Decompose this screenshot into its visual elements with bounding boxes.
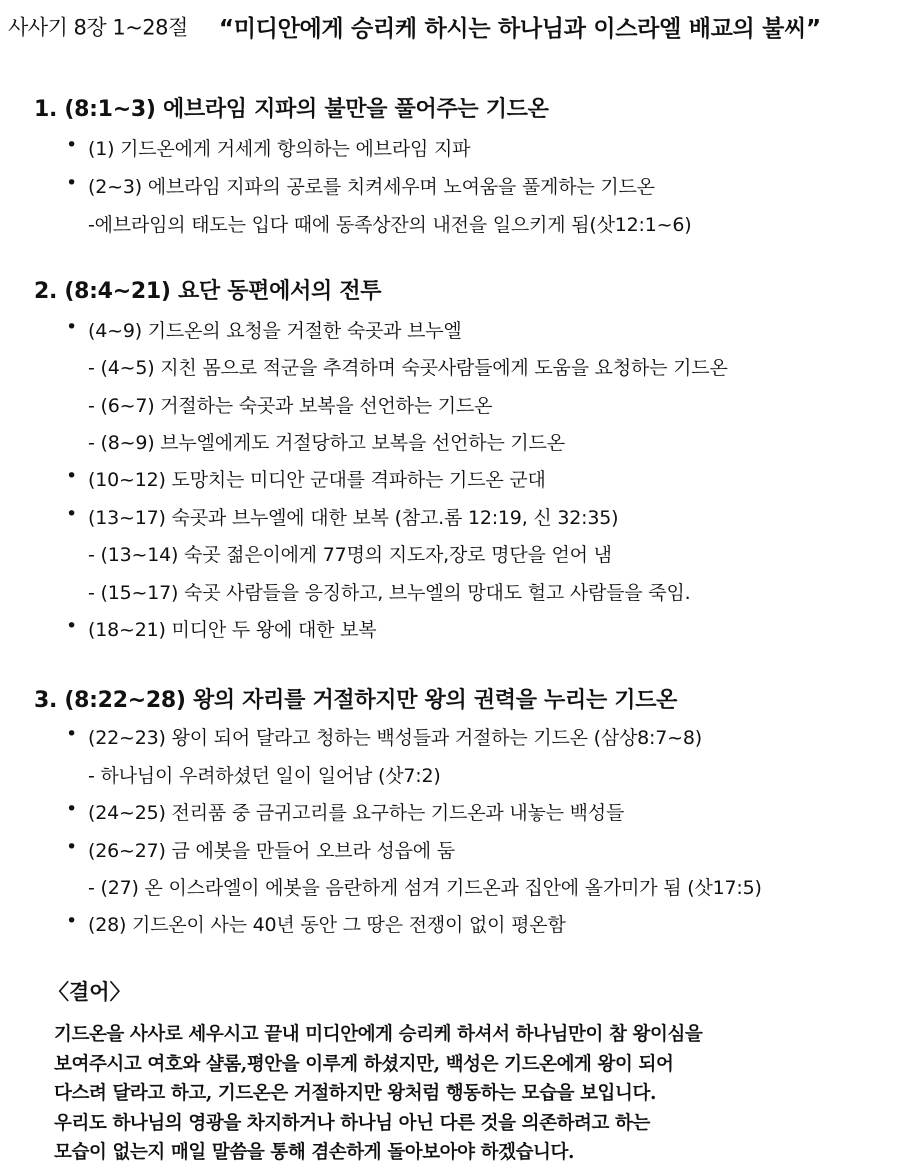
conclusion-line: 우리도 하나님의 영광을 차지하거나 하나님 아닌 다른 것을 의존하려고 하는	[54, 1112, 650, 1134]
outline-subitem: - (27) 온 이스라엘이 에봇을 음란하게 섬겨 기드온과 집안에 올가미가 됨 (삿17:5)	[88, 877, 762, 899]
scripture-reference: 사사기 8장 1~28절	[8, 15, 188, 40]
bullet-dot: •	[66, 836, 78, 858]
outline-subitem: - (13~14) 숙곳 젊은이에게 77명의 지도자,장로 명단을 얻어 냄	[88, 544, 612, 566]
bullet-dot: •	[66, 465, 78, 487]
outline-subitem: - (8~9) 브누엘에게도 거절당하고 보복을 선언하는 기드온	[88, 432, 565, 454]
conclusion-label: 〈결어〉	[48, 980, 131, 1004]
outline-item: (4~9) 기드온의 요청을 거절한 숙곳과 브누엘	[88, 320, 462, 342]
bullet-dot: •	[66, 316, 78, 338]
outline-subitem: - (15~17) 숙곳 사람들을 응징하고, 브누엘의 망대도 헐고 사람들을 죽임.	[88, 582, 691, 604]
conclusion-body	[54, 1020, 904, 1168]
outline-item: (2~3) 에브라임 지파의 공로를 치켜세우며 노여움을 풀게하는 기드온	[88, 176, 655, 198]
outline-item: (18~21) 미디안 두 왕에 대한 보복	[88, 619, 377, 641]
bullet-dot: •	[66, 503, 78, 525]
outline-item: (13~17) 숙곳과 브누엘에 대한 보복 (참고.롬 12:19, 신 32:35)	[88, 507, 619, 529]
outline-item: (1) 기드온에게 거세게 항의하는 에브라임 지파	[88, 138, 471, 160]
conclusion-line: 다스려 달라고 하고, 기드온은 거절하지만 왕처럼 행동하는 모습을 보입니다.	[54, 1083, 657, 1104]
conclusion-line: 기드온을 사사로 세우시고 끝내 미디안에게 승리케 하셔서 하나님만이 참 왕이심을	[54, 1024, 703, 1045]
bullet-dot: •	[66, 798, 78, 820]
outline-subitem: - (6~7) 거절하는 숙곳과 보복을 선언하는 기드온	[88, 395, 493, 417]
outline-subitem: - (4~5) 지친 몸으로 적군을 추격하며 숙곳사람들에게 도움을 요청하는 기드온	[88, 357, 728, 379]
bullet-dot: •	[66, 172, 78, 194]
sermon-theme: “미디안에게 승리케 하시는 하나님과 이스라엘 배교의 불씨”	[218, 16, 821, 42]
outline-item: (26~27) 금 에봇을 만들어 오브라 성읍에 둠	[88, 840, 455, 862]
bullet-dot: •	[66, 723, 78, 745]
outline-item: (22~23) 왕이 되어 달라고 청하는 백성들과 거절하는 기드온 (삼상8:7~8)	[88, 727, 702, 749]
section-3-title: 3. (8:22~28) 왕의 자리를 거절하지만 왕의 권력을 누리는 기드온	[34, 688, 678, 713]
conclusion-line: 보여주시고 여호와 샬롬,평안을 이루게 하셨지만, 백성은 기드온에게 왕이 되어	[54, 1053, 674, 1075]
outline-item: (24~25) 전리품 중 금귀고리를 요구하는 기드온과 내놓는 백성들	[88, 802, 625, 824]
conclusion-line: 모습이 없는지 매일 말씀을 통해 겸손하게 돌아보아야 하겠습니다.	[54, 1142, 575, 1163]
bullet-dot: •	[66, 615, 78, 637]
section-1-title: 1. (8:1~3) 에브라임 지파의 불만을 풀어주는 기드온	[34, 97, 549, 122]
outline-item: (28) 기드온이 사는 40년 동안 그 땅은 전쟁이 없이 평온함	[88, 914, 566, 936]
document-header	[8, 10, 821, 43]
outline-subitem: - 하나님이 우려하셨던 일이 일어남 (삿7:2)	[88, 765, 441, 787]
outline-item: (10~12) 도망치는 미디안 군대를 격파하는 기드온 군대	[88, 469, 546, 491]
bullet-dot: •	[66, 910, 78, 932]
bullet-dot: •	[66, 134, 78, 156]
section-2-title: 2. (8:4~21) 요단 동편에서의 전투	[34, 279, 382, 304]
outline-subitem: -에브라임의 태도는 입다 때에 동족상잔의 내전을 일으키게 됨(삿12:1~6)	[88, 214, 692, 236]
